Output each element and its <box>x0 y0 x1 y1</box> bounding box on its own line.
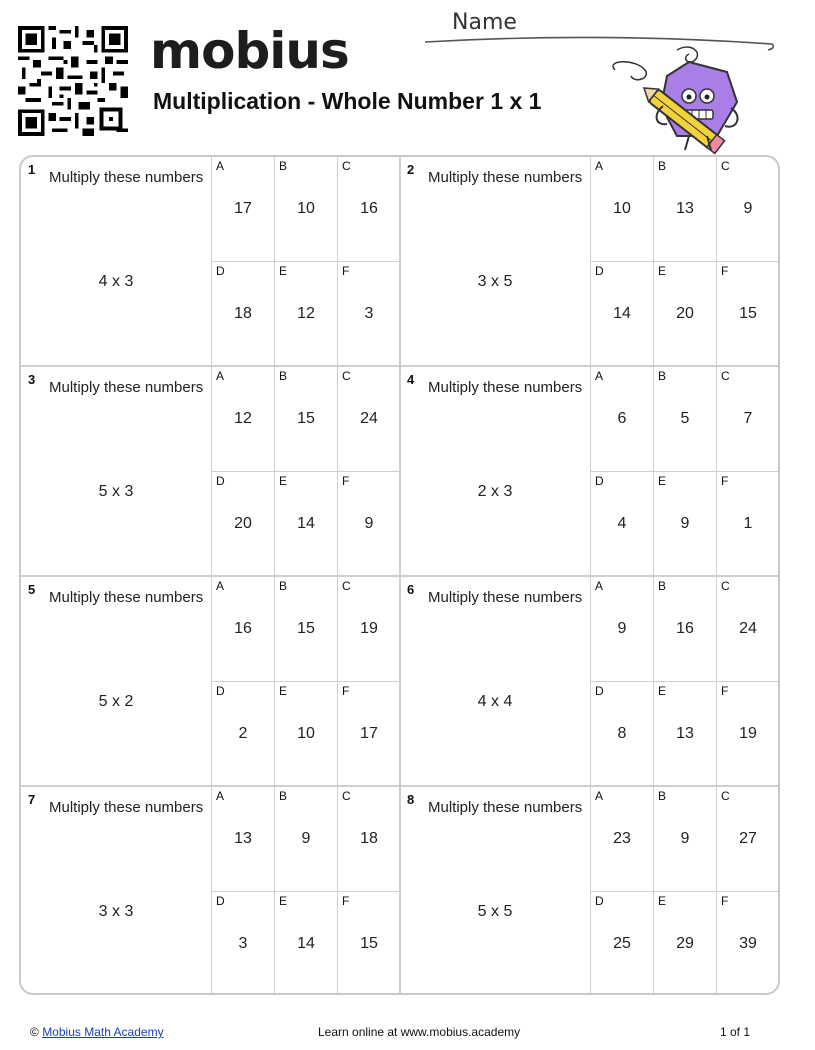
problem-number: 2 <box>407 162 415 177</box>
option-letter: D <box>595 684 604 698</box>
answer-option-a[interactable] <box>590 576 653 681</box>
option-value: 14 <box>297 515 315 532</box>
option-value: 27 <box>739 830 757 847</box>
option-letter: F <box>721 684 729 698</box>
problem-number: 1 <box>28 162 36 177</box>
option-value: 10 <box>297 725 315 742</box>
qr-code-image <box>18 26 128 136</box>
option-letter: A <box>216 369 225 383</box>
option-value: 3 <box>364 305 374 322</box>
problem-question: 4 x 4 <box>477 693 513 710</box>
answer-option-a[interactable] <box>211 576 274 681</box>
problem-question: 4 x 3 <box>98 273 134 290</box>
problem-6 <box>400 576 780 786</box>
option-value: 20 <box>234 515 252 532</box>
option-letter: E <box>658 474 667 488</box>
answer-option-d[interactable] <box>211 261 274 366</box>
problem-number: 6 <box>407 582 415 597</box>
option-value: 12 <box>234 410 252 427</box>
option-value: 15 <box>297 410 315 427</box>
problem-4 <box>400 366 780 576</box>
row-divider <box>21 785 780 787</box>
problem-grid <box>19 155 780 995</box>
option-value: 2 <box>238 725 248 742</box>
option-letter: C <box>342 369 351 383</box>
answer-option-a[interactable] <box>211 786 274 891</box>
answer-option-a[interactable] <box>590 156 653 261</box>
answer-option-d[interactable] <box>590 681 653 786</box>
answer-option-d[interactable] <box>211 891 274 995</box>
answer-option-c[interactable] <box>716 156 779 261</box>
problem-question: 5 x 2 <box>98 693 134 710</box>
logo-text: mobius <box>150 22 349 80</box>
problem-prompt: Multiply these numbers <box>428 169 583 186</box>
option-value: 16 <box>360 200 378 217</box>
answer-option-c[interactable] <box>716 576 779 681</box>
problem-prompt: Multiply these numbers <box>49 589 204 606</box>
option-letter: D <box>216 894 225 908</box>
problem-question: 5 x 5 <box>477 903 513 920</box>
problem-prompt: Multiply these numbers <box>428 589 583 606</box>
option-letter: E <box>279 894 288 908</box>
answer-option-a[interactable] <box>590 786 653 891</box>
problem-5 <box>21 576 401 786</box>
option-letter: A <box>216 579 225 593</box>
option-value: 6 <box>617 410 627 427</box>
answer-option-c[interactable] <box>337 786 400 891</box>
answer-option-c[interactable] <box>337 366 400 471</box>
option-value: 1 <box>743 515 753 532</box>
problem-1 <box>21 156 401 366</box>
answer-option-c[interactable] <box>337 576 400 681</box>
answer-option-b[interactable] <box>274 156 337 261</box>
option-value: 19 <box>739 725 757 742</box>
option-letter: F <box>342 474 350 488</box>
option-letter: C <box>342 789 351 803</box>
option-letter: D <box>595 264 604 278</box>
option-letter: B <box>279 579 288 593</box>
option-row-divider <box>590 891 779 892</box>
option-value: 3 <box>238 935 248 952</box>
option-letter: F <box>721 264 729 278</box>
option-letter: E <box>279 684 288 698</box>
option-letter: C <box>342 579 351 593</box>
option-value: 17 <box>360 725 378 742</box>
problem-question: 5 x 3 <box>98 483 134 500</box>
problem-prompt: Multiply these numbers <box>428 799 583 816</box>
option-value: 15 <box>360 935 378 952</box>
option-letter: D <box>216 474 225 488</box>
option-letter: A <box>595 159 604 173</box>
answer-option-e[interactable] <box>653 471 716 576</box>
answer-option-a[interactable] <box>211 156 274 261</box>
option-value: 29 <box>676 935 694 952</box>
option-letter: F <box>721 894 729 908</box>
answer-option-a[interactable] <box>590 366 653 471</box>
option-letter: B <box>658 369 667 383</box>
problem-3 <box>21 366 401 576</box>
answer-option-d[interactable] <box>590 261 653 366</box>
option-letter: A <box>595 579 604 593</box>
answer-option-c[interactable] <box>716 366 779 471</box>
option-value: 9 <box>617 620 627 637</box>
option-row-divider <box>211 471 400 472</box>
problem-prompt: Multiply these numbers <box>49 799 204 816</box>
option-value: 12 <box>297 305 315 322</box>
option-letter: F <box>342 684 350 698</box>
answer-option-f[interactable] <box>337 681 400 786</box>
option-value: 39 <box>739 935 757 952</box>
option-letter: A <box>216 159 225 173</box>
copyright-symbol: © <box>30 1025 39 1039</box>
option-letter: B <box>658 579 667 593</box>
answer-option-e[interactable] <box>653 681 716 786</box>
option-letter: C <box>721 159 730 173</box>
option-row-divider <box>590 681 779 682</box>
name-label: Name <box>452 10 517 35</box>
option-value: 16 <box>676 620 694 637</box>
answer-option-b[interactable] <box>274 576 337 681</box>
option-letter: C <box>721 579 730 593</box>
option-row-divider <box>211 681 400 682</box>
answer-option-b[interactable] <box>653 366 716 471</box>
option-letter: B <box>658 789 667 803</box>
row-divider <box>21 365 780 367</box>
problem-number: 7 <box>28 792 36 807</box>
option-value: 16 <box>234 620 252 637</box>
problem-question: 3 x 3 <box>98 903 134 920</box>
option-value: 8 <box>617 725 627 742</box>
problem-8 <box>400 786 780 995</box>
answer-option-b[interactable] <box>653 576 716 681</box>
option-value: 4 <box>617 515 627 532</box>
problem-prompt: Multiply these numbers <box>428 379 583 396</box>
option-value: 9 <box>743 200 753 217</box>
option-value: 9 <box>680 515 690 532</box>
option-letter: B <box>658 159 667 173</box>
option-value: 14 <box>613 305 631 322</box>
option-letter: E <box>658 264 667 278</box>
answer-option-e[interactable] <box>653 261 716 366</box>
problem-number: 8 <box>407 792 415 807</box>
option-letter: D <box>595 894 604 908</box>
footer-copyright <box>30 1025 164 1039</box>
option-letter: D <box>216 684 225 698</box>
answer-option-f[interactable] <box>716 681 779 786</box>
option-letter: B <box>279 369 288 383</box>
option-value: 9 <box>301 830 311 847</box>
mobius-logo <box>150 22 349 80</box>
option-row-divider <box>211 261 400 262</box>
option-value: 20 <box>676 305 694 322</box>
problem-2 <box>400 156 780 366</box>
option-value: 15 <box>739 305 757 322</box>
option-letter: C <box>342 159 351 173</box>
answer-option-f[interactable] <box>337 261 400 366</box>
problem-question: 2 x 3 <box>477 483 513 500</box>
answer-option-c[interactable] <box>337 156 400 261</box>
option-value: 10 <box>297 200 315 217</box>
answer-option-e[interactable] <box>274 471 337 576</box>
answer-option-b[interactable] <box>274 786 337 891</box>
row-divider <box>21 575 780 577</box>
answer-option-e[interactable] <box>274 891 337 995</box>
option-letter: B <box>279 159 288 173</box>
answer-option-f[interactable] <box>716 471 779 576</box>
answer-option-e[interactable] <box>653 891 716 995</box>
option-letter: F <box>342 894 350 908</box>
option-value: 13 <box>234 830 252 847</box>
problem-question: 3 x 5 <box>477 273 513 290</box>
problem-number: 5 <box>28 582 36 597</box>
option-letter: E <box>279 474 288 488</box>
mobius-academy-link[interactable]: Mobius Math Academy <box>42 1025 164 1039</box>
option-value: 18 <box>360 830 378 847</box>
option-value: 9 <box>680 830 690 847</box>
option-value: 18 <box>234 305 252 322</box>
option-letter: F <box>721 474 729 488</box>
option-value: 10 <box>613 200 631 217</box>
option-row-divider <box>590 261 779 262</box>
problem-prompt: Multiply these numbers <box>49 169 204 186</box>
answer-option-b[interactable] <box>653 786 716 891</box>
option-value: 25 <box>613 935 631 952</box>
answer-option-b[interactable] <box>653 156 716 261</box>
option-letter: C <box>721 789 730 803</box>
answer-option-f[interactable] <box>716 891 779 995</box>
option-letter: A <box>216 789 225 803</box>
option-value: 15 <box>297 620 315 637</box>
option-letter: A <box>595 369 604 383</box>
answer-option-d[interactable] <box>211 681 274 786</box>
option-letter: A <box>595 789 604 803</box>
answer-option-f[interactable] <box>337 891 400 995</box>
option-value: 24 <box>360 410 378 427</box>
answer-option-d[interactable] <box>211 471 274 576</box>
option-letter: B <box>279 789 288 803</box>
answer-option-b[interactable] <box>274 366 337 471</box>
answer-option-f[interactable] <box>337 471 400 576</box>
option-value: 13 <box>676 725 694 742</box>
option-letter: C <box>721 369 730 383</box>
worksheet-title: Multiplication - Whole Number 1 x 1 <box>153 88 542 114</box>
option-value: 7 <box>743 410 753 427</box>
mascot-illustration <box>605 40 745 158</box>
option-letter: D <box>216 264 225 278</box>
answer-option-a[interactable] <box>211 366 274 471</box>
option-row-divider <box>590 471 779 472</box>
option-value: 24 <box>739 620 757 637</box>
option-value: 9 <box>364 515 374 532</box>
footer-page-info: 1 of 1 <box>720 1025 751 1039</box>
option-letter: E <box>658 684 667 698</box>
footer-learn-online: Learn online at www.mobius.academy <box>318 1025 521 1039</box>
answer-option-e[interactable] <box>274 681 337 786</box>
problem-prompt: Multiply these numbers <box>49 379 204 396</box>
answer-option-f[interactable] <box>716 261 779 366</box>
answer-option-d[interactable] <box>590 471 653 576</box>
option-value: 19 <box>360 620 378 637</box>
option-value: 23 <box>613 830 631 847</box>
problem-number: 3 <box>28 372 36 387</box>
option-letter: D <box>595 474 604 488</box>
option-row-divider <box>211 891 400 892</box>
option-letter: F <box>342 264 350 278</box>
option-value: 5 <box>680 410 690 427</box>
answer-option-d[interactable] <box>590 891 653 995</box>
option-value: 14 <box>297 935 315 952</box>
answer-option-c[interactable] <box>716 786 779 891</box>
problem-number: 4 <box>407 372 415 387</box>
answer-option-e[interactable] <box>274 261 337 366</box>
option-value: 17 <box>234 200 252 217</box>
problem-7 <box>21 786 401 995</box>
option-value: 13 <box>676 200 694 217</box>
option-letter: E <box>279 264 288 278</box>
option-letter: E <box>658 894 667 908</box>
